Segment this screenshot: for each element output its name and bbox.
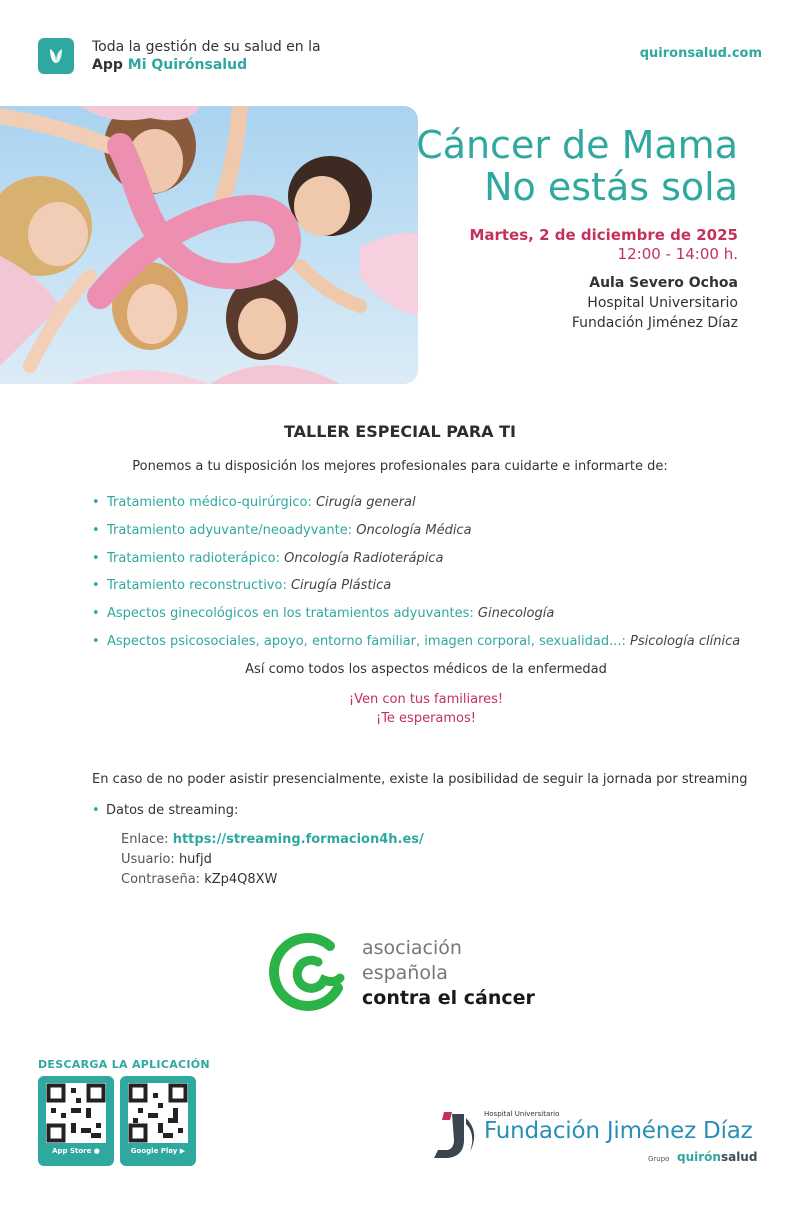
topic-label: Tratamiento radioterápico: [107, 550, 280, 566]
event-date: Martes, 2 de diciembre de 2025 [469, 226, 738, 244]
aecc-line2: española [362, 962, 448, 984]
streaming-user: hufjd [178, 852, 212, 867]
app-name: Mi Quirónsalud [127, 57, 248, 73]
invite-line1: ¡Ven con tus familiares! [348, 692, 504, 707]
event-title-line2: No estás sola [484, 165, 738, 209]
download-title: DESCARGA LA APLICACIÓN [38, 1058, 210, 1071]
topic-item [92, 522, 740, 550]
leaf-icon [46, 46, 66, 66]
topic-specialty: Cirugía general [315, 495, 416, 510]
aecc-line3: contra el cáncer [362, 987, 535, 1009]
venue-line3: Fundación Jiménez Díaz [571, 315, 738, 331]
link-label: Enlace: [121, 832, 169, 847]
qr-code-icon [128, 1083, 188, 1143]
app-logo-icon [38, 38, 74, 74]
event-venue [572, 273, 738, 333]
topic-label: Aspectos psicosociales, apoyo, entorno familiar, imagen corporal, sexualidad...: [107, 633, 626, 649]
topic-specialty: Oncología Médica [356, 522, 472, 538]
fjd-grupo-label: Grupo [648, 1155, 670, 1163]
play-icon: ▶ [179, 1147, 186, 1155]
aecc-logo-icon [268, 930, 350, 1012]
aecc-line1: asociación [362, 937, 462, 959]
hero-photo [0, 106, 418, 384]
user-label: Usuario: [121, 852, 175, 867]
streaming-heading: • Datos de streaming: [106, 803, 238, 818]
invite-line2: ¡Te esperamos! [375, 711, 476, 726]
brand-a: quirón [677, 1150, 721, 1164]
workshop-invite [0, 690, 800, 728]
app-promo-line1: Toda la gestión de su salud en la [92, 39, 321, 55]
brand-b: salud [720, 1150, 758, 1164]
event-title-line1: Cáncer de Mama [416, 123, 738, 167]
app-prefix: App [92, 57, 123, 73]
streaming-password: kZp4Q8XW [204, 872, 278, 887]
venue-line2: Hospital Universitario [587, 295, 738, 311]
apple-icon: ● [93, 1147, 100, 1155]
topic-label: Tratamiento médico-quirúrgico: [107, 495, 312, 510]
streaming-link[interactable]: https://streaming.formacion4h.es/ [172, 832, 424, 847]
topic-list [92, 494, 740, 661]
fjd-logo-icon [430, 1112, 480, 1162]
google-play-qr[interactable] [120, 1076, 196, 1166]
topic-specialty: Ginecología [477, 606, 555, 622]
streaming-details [121, 830, 424, 890]
topic-label: Aspectos ginecológicos en los tratamientos adyuvantes: [107, 606, 474, 622]
event-title [416, 124, 738, 208]
app-store-qr[interactable] [38, 1076, 114, 1166]
topic-item [92, 633, 740, 661]
topic-specialty: Psicología clínica [630, 633, 741, 649]
topic-specialty: Oncología Radioterápica [284, 550, 444, 566]
app-promo-text [92, 38, 321, 74]
app-store-label: App Store [52, 1147, 92, 1155]
fjd-small-label: Hospital Universitario [484, 1110, 560, 1118]
workshop-title: TALLER ESPECIAL PARA TI [284, 422, 516, 441]
quironsalud-brand [677, 1150, 757, 1164]
streaming-intro: En caso de no poder asistir presencialmente, existe la posibilidad de seguir la jornada por streaming [92, 772, 748, 787]
topic-specialty: Cirugía Plástica [290, 578, 392, 594]
venue-room: Aula Severo Ochoa [589, 275, 738, 291]
qr-code-icon [46, 1083, 106, 1143]
topic-label: Tratamiento reconstructivo: [107, 578, 287, 594]
topic-item [92, 550, 740, 578]
website-link[interactable]: quironsalud.com [639, 46, 762, 61]
topic-item [92, 494, 740, 522]
password-label: Contraseña: [121, 872, 201, 887]
topic-label: Tratamiento adyuvante/neoadyvante: [107, 522, 353, 538]
workshop-also: Así como todos los aspectos médicos de la enfermedad [245, 662, 607, 677]
topic-item [92, 605, 740, 633]
event-time: 12:00 - 14:00 h. [617, 245, 738, 263]
workshop-intro: Ponemos a tu disposición los mejores profesionales para cuidarte e informarte de: [132, 459, 668, 474]
topic-item [92, 577, 740, 605]
fjd-name: Fundación Jiménez Díaz [484, 1118, 753, 1144]
google-play-label: Google Play [130, 1147, 178, 1155]
aecc-name [362, 936, 535, 1011]
